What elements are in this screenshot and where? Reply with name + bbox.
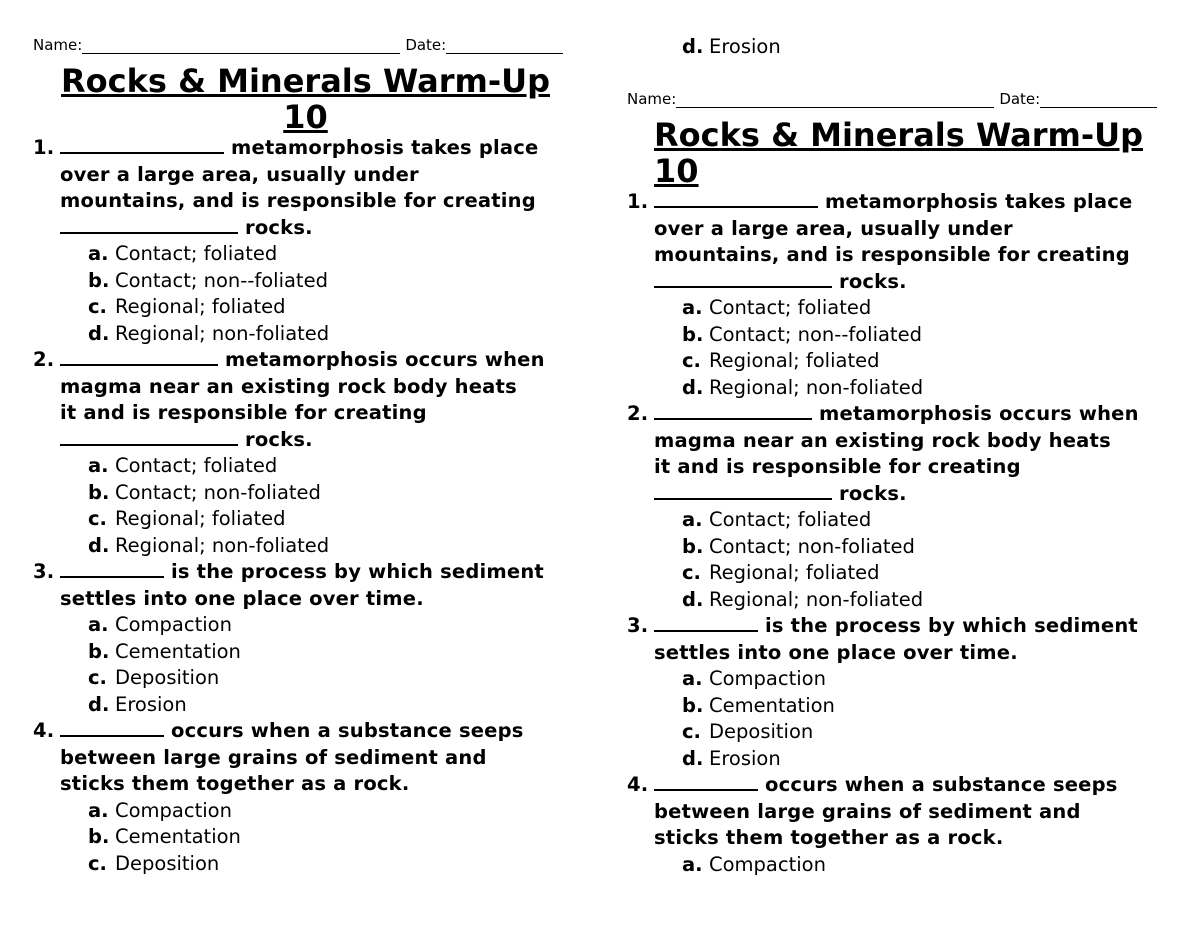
- question-text: over a large area, usually under: [654, 216, 1013, 240]
- answer-blank[interactable]: [60, 215, 238, 234]
- option-text: Regional; non-foliated: [115, 321, 330, 345]
- title-line-2: 10: [654, 152, 699, 190]
- option-letter: d.: [88, 321, 110, 345]
- date-label: Date:: [999, 90, 1041, 108]
- option-letter: b.: [682, 534, 704, 558]
- question-4: [627, 772, 1172, 852]
- question-text: between large grains of sediment and: [60, 745, 487, 769]
- question-text: is the process by which sediment: [765, 614, 1138, 637]
- question-number: 1.: [33, 136, 55, 159]
- question-3: [627, 613, 1172, 666]
- title-line-1: Rocks & Minerals Warm-Up: [654, 116, 1143, 154]
- question-3: [33, 559, 578, 612]
- option-item[interactable]: [627, 375, 1172, 402]
- date-field[interactable]: [446, 40, 563, 54]
- worksheet-right: [627, 34, 1172, 878]
- answer-blank[interactable]: [654, 401, 812, 420]
- option-text: Deposition: [115, 851, 220, 875]
- question-text: settles into one place over time.: [60, 586, 424, 610]
- page-title: [627, 117, 1172, 189]
- answer-blank[interactable]: [654, 481, 832, 500]
- option-item[interactable]: [627, 746, 1172, 773]
- question-number: 1.: [627, 190, 649, 213]
- option-text: Contact; non--foliated: [709, 322, 922, 346]
- option-letter: d.: [682, 746, 704, 770]
- name-label: Name:: [33, 36, 83, 54]
- option-text: Regional; non-foliated: [709, 587, 924, 611]
- option-letter: a.: [88, 242, 109, 265]
- answer-blank[interactable]: [654, 613, 758, 632]
- option-text: Erosion: [709, 746, 781, 770]
- question-text: metamorphosis takes place: [231, 136, 539, 159]
- option-item[interactable]: [33, 453, 578, 480]
- title-line-1: Rocks & Minerals Warm-Up: [61, 62, 550, 100]
- question-text: magma near an existing rock body heats: [60, 374, 517, 398]
- option-item[interactable]: [33, 612, 578, 639]
- name-field[interactable]: [676, 94, 994, 108]
- question-text: mountains, and is responsible for creating: [654, 243, 1130, 266]
- option-letter: a.: [88, 613, 109, 636]
- option-item[interactable]: [627, 719, 1172, 746]
- option-text: Deposition: [115, 666, 220, 689]
- option-letter: a.: [682, 667, 703, 690]
- option-letter: b.: [88, 825, 110, 848]
- option-text: Regional; non-foliated: [709, 375, 924, 399]
- option-text: Contact; non-foliated: [709, 534, 915, 558]
- option-text: Contact; foliated: [709, 296, 872, 319]
- option-letter: b.: [88, 480, 110, 504]
- option-item[interactable]: [627, 348, 1172, 375]
- option-item[interactable]: [33, 692, 578, 719]
- name-date-line: [33, 34, 578, 54]
- option-text: Regional; foliated: [115, 295, 286, 318]
- option-text: Regional; foliated: [709, 561, 880, 584]
- answer-blank[interactable]: [60, 135, 224, 154]
- option-item[interactable]: [33, 241, 578, 268]
- answer-blank[interactable]: [654, 772, 758, 791]
- name-label: Name:: [627, 90, 677, 108]
- name-field[interactable]: [82, 40, 400, 54]
- option-text: Regional; non-foliated: [115, 533, 330, 557]
- question-text: is the process by which sediment: [171, 560, 544, 583]
- question-text: sticks them together as a rock.: [60, 772, 410, 795]
- question-text: metamorphosis takes place: [825, 190, 1133, 213]
- question-1: [33, 135, 578, 241]
- option-item[interactable]: [627, 666, 1172, 693]
- option-letter: d.: [88, 692, 110, 716]
- question-text: rocks.: [839, 481, 907, 505]
- option-text: Erosion: [709, 35, 781, 58]
- option-letter: b.: [682, 322, 704, 346]
- option-letter: b.: [682, 693, 704, 717]
- question-text: rocks.: [245, 427, 313, 451]
- option-text: Contact; non--foliated: [115, 268, 328, 292]
- option-item[interactable]: [33, 665, 578, 692]
- carry-over-option[interactable]: [627, 34, 1172, 60]
- option-letter: c.: [88, 295, 107, 318]
- question-number: 4.: [33, 719, 55, 742]
- option-item[interactable]: [33, 824, 578, 851]
- option-text: Regional; foliated: [709, 349, 880, 372]
- option-letter: c.: [682, 720, 701, 743]
- option-text: Erosion: [115, 692, 187, 716]
- answer-blank[interactable]: [60, 718, 164, 737]
- option-item[interactable]: [33, 533, 578, 560]
- option-letter: d.: [682, 375, 704, 399]
- date-field[interactable]: [1040, 94, 1157, 108]
- question-text: it and is responsible for creating: [654, 455, 1021, 478]
- option-letter: d.: [88, 533, 110, 557]
- answer-blank[interactable]: [60, 427, 238, 446]
- option-item[interactable]: [627, 587, 1172, 614]
- question-number: 3.: [627, 614, 649, 637]
- option-item[interactable]: [33, 506, 578, 533]
- question-1: [627, 189, 1172, 295]
- option-text: Regional; foliated: [115, 507, 286, 530]
- option-letter: c.: [88, 507, 107, 530]
- question-text: metamorphosis occurs when: [225, 348, 545, 371]
- option-letter: c.: [682, 561, 701, 584]
- option-item[interactable]: [627, 560, 1172, 587]
- option-text: Cementation: [709, 693, 835, 717]
- question-number: 3.: [33, 560, 55, 583]
- option-letter: d.: [682, 587, 704, 611]
- question-2: [627, 401, 1172, 507]
- option-item[interactable]: [33, 294, 578, 321]
- question-number: 4.: [627, 773, 649, 796]
- option-text: Deposition: [709, 720, 814, 743]
- question-2: [33, 347, 578, 453]
- question-text: it and is responsible for creating: [60, 401, 427, 424]
- option-item[interactable]: [33, 480, 578, 507]
- question-text: settles into one place over time.: [654, 640, 1018, 664]
- date-label: Date:: [405, 36, 447, 54]
- option-text: Compaction: [115, 798, 232, 822]
- option-text: Compaction: [115, 613, 232, 636]
- name-date-line: [627, 88, 1172, 108]
- title-line-2: 10: [283, 98, 328, 136]
- answer-blank[interactable]: [654, 269, 832, 288]
- option-item[interactable]: [627, 852, 1172, 879]
- worksheet-left: [33, 34, 578, 877]
- option-text: Cementation: [115, 825, 241, 848]
- question-text: metamorphosis occurs when: [819, 402, 1139, 425]
- option-letter: a.: [88, 798, 109, 822]
- option-text: Cementation: [115, 639, 241, 663]
- option-item[interactable]: [33, 639, 578, 666]
- question-4: [33, 718, 578, 798]
- option-letter: c.: [88, 851, 107, 875]
- option-text: Contact; foliated: [709, 508, 872, 531]
- page-title: [33, 63, 578, 135]
- question-text: sticks them together as a rock.: [654, 826, 1004, 849]
- option-text: Compaction: [709, 852, 826, 876]
- option-letter: c.: [88, 666, 107, 689]
- option-text: Compaction: [709, 667, 826, 690]
- question-text: rocks.: [839, 269, 907, 293]
- option-letter: b.: [88, 639, 110, 663]
- option-letter: c.: [682, 349, 701, 372]
- option-item[interactable]: [33, 268, 578, 295]
- option-letter: b.: [88, 268, 110, 292]
- answer-blank[interactable]: [60, 559, 164, 578]
- option-item[interactable]: [627, 507, 1172, 534]
- question-text: occurs when a substance seeps: [171, 719, 524, 742]
- option-letter: a.: [682, 296, 703, 319]
- option-item[interactable]: [627, 534, 1172, 561]
- question-number: 2.: [627, 402, 649, 425]
- option-text: Contact; foliated: [115, 242, 278, 265]
- option-item[interactable]: [33, 798, 578, 825]
- option-letter: a.: [682, 852, 703, 876]
- option-item[interactable]: [627, 322, 1172, 349]
- question-text: between large grains of sediment and: [654, 799, 1081, 823]
- option-item[interactable]: [627, 693, 1172, 720]
- answer-blank[interactable]: [60, 347, 218, 366]
- question-text: mountains, and is responsible for creating: [60, 189, 536, 212]
- option-item[interactable]: [33, 851, 578, 878]
- option-letter: d.: [682, 35, 704, 58]
- option-letter: a.: [682, 508, 703, 531]
- question-text: over a large area, usually under: [60, 162, 419, 186]
- question-text: occurs when a substance seeps: [765, 773, 1118, 796]
- option-item[interactable]: [627, 295, 1172, 322]
- option-letter: a.: [88, 454, 109, 477]
- answer-blank[interactable]: [654, 189, 818, 208]
- option-text: Contact; non-foliated: [115, 480, 321, 504]
- option-item[interactable]: [33, 321, 578, 348]
- option-text: Contact; foliated: [115, 454, 278, 477]
- question-number: 2.: [33, 348, 55, 371]
- question-text: rocks.: [245, 215, 313, 239]
- question-text: magma near an existing rock body heats: [654, 428, 1111, 452]
